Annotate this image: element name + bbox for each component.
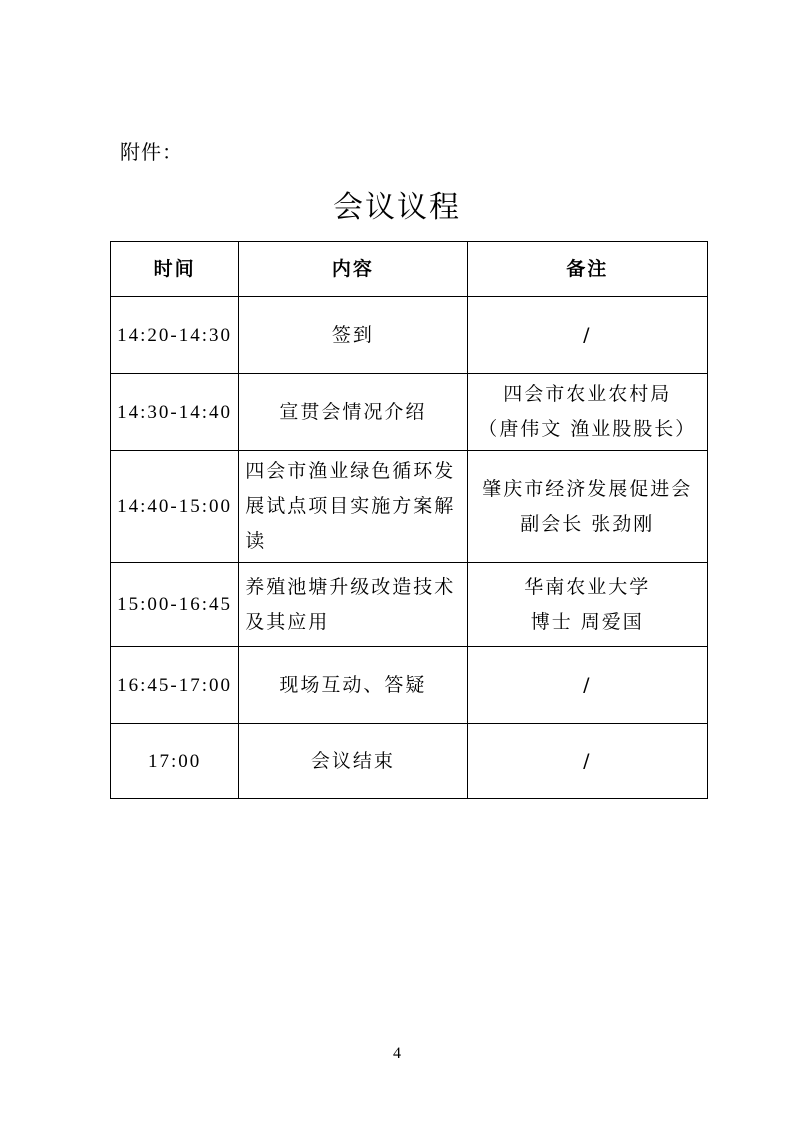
content-cell: 现场互动、答疑 <box>239 647 467 724</box>
time-cell: 17:00 <box>111 724 239 799</box>
table-row <box>111 374 708 451</box>
note-line: / <box>583 323 592 346</box>
header-note: 备注 <box>467 242 707 297</box>
note-cell <box>467 724 707 799</box>
content-cell: 签到 <box>239 297 467 374</box>
note-cell <box>467 374 707 451</box>
time-cell: 14:40-15:00 <box>111 451 239 563</box>
note-line: 华南农业大学 <box>524 575 651 598</box>
table-row <box>111 563 708 647</box>
attachment-label: 附件： <box>120 140 183 164</box>
page-number: 4 <box>393 1045 401 1062</box>
time-cell: 14:30-14:40 <box>111 374 239 451</box>
agenda-table <box>110 241 708 799</box>
note-cell <box>467 563 707 647</box>
note-line: 肇庆市经济发展促进会 <box>482 477 693 500</box>
note-cell <box>467 297 707 374</box>
note-line: / <box>583 673 592 696</box>
time-cell: 14:20-14:30 <box>111 297 239 374</box>
table-row <box>111 647 708 724</box>
table-row <box>111 297 708 374</box>
note-line: / <box>583 749 592 772</box>
page-title: 会议议程 <box>333 190 461 225</box>
table-header-row <box>111 242 708 297</box>
content-cell: 会议结束 <box>239 724 467 799</box>
note-line: 四会市农业农村局 <box>503 383 672 405</box>
time-cell: 15:00-16:45 <box>111 563 239 647</box>
content-cell: 四会市渔业绿色循环发展试点项目实施方案解读 <box>239 451 467 563</box>
header-content: 内容 <box>239 242 467 297</box>
note-line: （唐伟文 渔业股股长） <box>478 418 697 440</box>
header-time: 时间 <box>111 242 239 297</box>
note-line: 副会长 张劲刚 <box>520 512 655 535</box>
content-cell: 养殖池塘升级改造技术及其应用 <box>239 563 467 647</box>
note-cell <box>467 647 707 724</box>
table-row <box>111 451 708 563</box>
note-line: 博士 周爱国 <box>530 610 644 633</box>
table-row <box>111 724 708 799</box>
note-cell <box>467 451 707 563</box>
content-cell: 宣贯会情况介绍 <box>239 374 467 451</box>
time-cell: 16:45-17:00 <box>111 647 239 724</box>
